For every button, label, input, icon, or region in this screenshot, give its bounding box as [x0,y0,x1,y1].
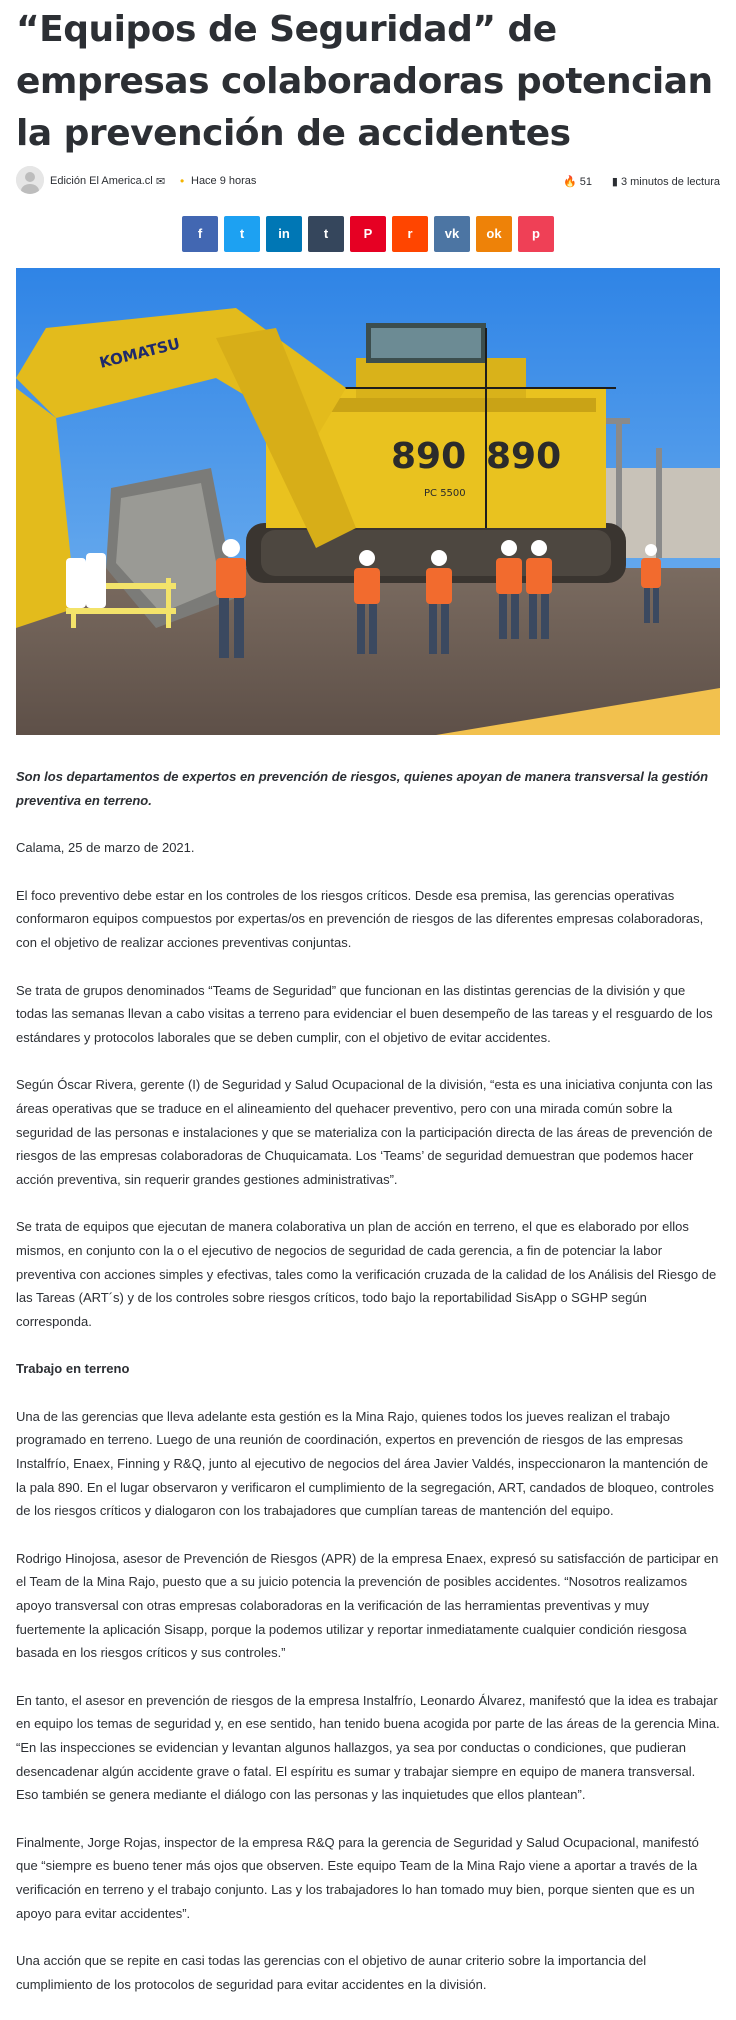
article-paragraph: El foco preventivo debe estar en los controles de los riesgos críticos. Desde esa premisa, las gerencias operativas conformaron equipos compuestos por expertas/os en prevención de riesgos de las diferentes empresas colaboradoras, con el objetivo de realizar acciones preventivas conjuntas. [16,887,704,950]
hero-image [16,268,720,735]
author-name[interactable]: Edición El America.cl [50,175,153,187]
facebook-icon: f [197,226,203,241]
reddit-icon: r [407,226,413,241]
reddit-share-button[interactable] [392,216,428,252]
article [16,0,720,1992]
bullet-dot: • [180,174,185,188]
bookmark-icon: ▮ [611,176,618,188]
author-avatar[interactable] [16,166,44,194]
post-meta [16,166,720,196]
article-paragraph: Finalmente, Jorge Rojas, inspector de la empresa R&Q para la gerencia de Seguridad y Salud Ocupacional, manifestó que “siempre es bueno tener más ojos que observen. Este equipo Team de la Mina Rajo viene a aportar a través de la verificación en terreno y el trabajo conjunto. Las y los trabajadores lo han tomado muy bien, porque sienten que es un apoyo para evitar accidentes”. [16,1834,699,1921]
article-paragraph: Una acción que se repite en casi todas las gerencias con el objetivo de aunar criterio sobre la importancia del cumplimiento de los protocolos de seguridad para evitar accidentes en la división. [16,1953,647,1992]
views-value: 51 [579,176,592,188]
twitter-icon: t [239,226,245,241]
article-lead: Son los departamentos de expertos en prevención de riesgos, quienes apoyan de manera transversal la gestión preventiva en terreno. [16,769,709,808]
facebook-share-button[interactable] [182,216,218,252]
vk-icon: vk [444,226,460,241]
hero-unit-number: 890 [391,436,467,477]
article-paragraph: Se trata de equipos que ejecutan de manera colaborativa un plan de acción en terreno, el que es elaborado por ellos mismos, en conjunto con la o el ejecutivo de negocios de seguridad de cada gerencia, a fin de potenciar la labor preventiva con acciones simples y efectivas, tales como la verificación cruzada de la calidad de los Análisis del Riesgo de las Tareas (ART´s) y de los controles sobre riesgos críticos, todo bajo la reportabilidad SisApp o SGHP según corresponda. [16,1219,717,1329]
tumblr-icon: t [323,226,329,241]
vk-share-button[interactable] [434,216,470,252]
read-time [612,175,720,188]
article-paragraph: Se trata de grupos denominados “Teams de Seguridad” que funcionan en las distintas gerencias de la división y que todas las semanas llevan a cabo visitas a terreno para evidenciar el buen desempeño de las tareas y el resguardo de los estándares y protocolos laborales que se deben cumplir, con el objetivo de evitar accidentes. [16,982,713,1045]
pinterest-share-button[interactable] [350,216,386,252]
hero-brand: KOMATSU [97,334,182,372]
article-title: “Equipos de Seguridad” de empresas colaboradoras potencian la prevención de accidentes [16,9,713,154]
envelope-icon[interactable]: ✉ [156,176,166,188]
tumblr-share-button[interactable] [308,216,344,252]
share-buttons [16,216,720,252]
article-paragraph: Una de las gerencias que lleva adelante esta gestión es la Mina Rajo, quienes todos los jueves realizan el trabajo programado en terreno. Luego de una reunión de coordinación, expertos en prevención de riesgos de las empresas Instalfrío, Enaex, Finning y R&Q, junto al ejecutivo de negocios del área Javier Valdés, inspeccionaron la mantención de la pala 890. En el lugar observaron y verificaron el cumplimiento de la segregación, ART, candados de bloqueo, controles de los riesgos críticos y dialogaron con los trabajadores que cumplían tareas de mantención del equipo. [16,1408,714,1519]
odnoklassniki-share-button[interactable] [476,216,512,252]
odnoklassniki-icon: ok [486,226,502,241]
pocket-icon: p [532,226,540,241]
views-count [563,175,592,188]
article-paragraph: Calama, 25 de marzo de 2021. [16,840,195,856]
article-body [16,765,720,2020]
hero-unit-number-2: 890 [486,436,562,477]
article-paragraph: En tanto, el asesor en prevención de riesgos de la empresa Instalfrío, Leonardo Álvarez, manifestó que la idea es trabajar en equipo los temas de seguridad y, en ese sentido, han tenido buena acogida por parte de las áreas de la gerencia Mina. “En las inspecciones se evidencian y levantan algunos hallazgos, ya sea por conductas o condiciones, que pudieran desencadenar algún accidente grave o fatal. El espíritu es sumar y trabajar siempre en equipo de manera transversal. Eso también se genera mediante el diálogo con las personas y las inquietudes que ellos plantean”. [16,1692,720,1803]
linkedin-icon: in [278,226,290,241]
pocket-share-button[interactable] [518,216,554,252]
article-paragraph: Según Óscar Rivera, gerente (I) de Seguridad y Salud Ocupacional de la división, “esta es una iniciativa conjunta con las áreas operativas que se traduce en el alineamiento del quehacer preventivo, pero con una mirada común sobre la seguridad de las personas e instalaciones y que se materializa con la participación directa de las áreas de prevención de riesgos de las empresas colaboradoras de Chuquicamata. Los ‘Teams’ de seguridad demuestran que podemos hacer acción preventiva, sin requerir grandes gestiones administrativas”. [16,1077,713,1187]
post-time: Hace 9 horas [191,175,257,187]
pinterest-icon: P [363,226,373,241]
linkedin-share-button[interactable] [266,216,302,252]
twitter-share-button[interactable] [224,216,260,252]
fire-icon: 🔥 [562,176,577,188]
hero-model: PC 5500 [424,488,466,499]
read-time-value: 3 minutos de lectura [620,176,720,188]
article-paragraph: Rodrigo Hinojosa, asesor de Prevención de Riesgos (APR) de la empresa Enaex, expresó su satisfacción de participar en el Team de la Mina Rajo, puesto que a su juicio potencia la prevención de posibles accidentes. “Nosotros realizamos apoyo transversal con otras empresas colaboradoras en la verificación de las herramientas preventivas y muy fuertemente la aplicación Sisapp, porque la podemos utilizar y reportar inmediatamente cualquier condición riesgosa basada en los riesgos críticos y sus controles.” [16,1550,719,1661]
section-heading: Trabajo en terreno [16,1361,130,1377]
